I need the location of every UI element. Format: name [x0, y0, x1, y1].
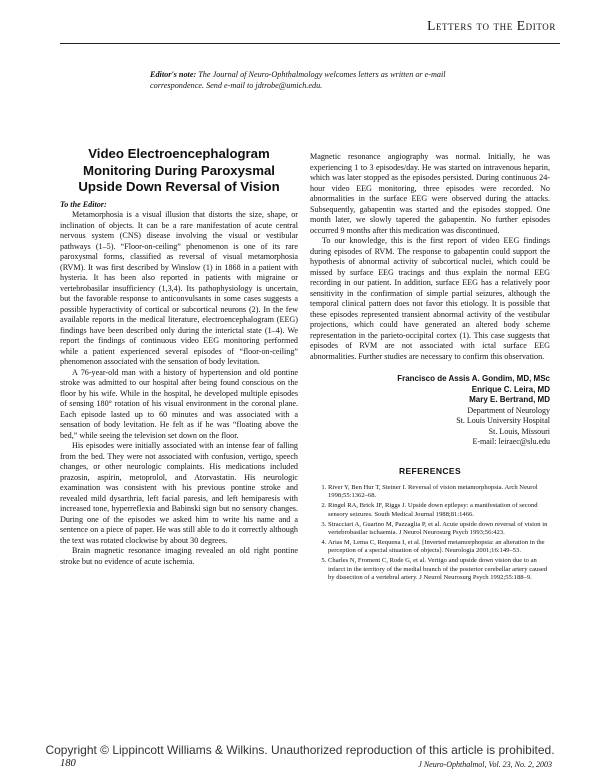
page-number: 180 — [60, 758, 76, 769]
author-signature — [310, 374, 550, 448]
editor-note — [150, 70, 470, 91]
left-column — [60, 146, 298, 567]
editor-note-label: Editor's note: — [150, 70, 197, 79]
article-title: Video Electroencephalogram Monitoring During Paroxysmal Upside Down Reversal of Vision — [78, 146, 280, 194]
journal-citation: J Neuro-Ophthalmol, Vol. 23, No. 2, 2003 — [418, 760, 552, 769]
reference-item: 1. River Y, Ben Hur T, Steiner I. Reversal of vision metamorphopsia. Arch Neurol 1998;55:1362–68. — [328, 484, 550, 501]
body-paragraph: Magnetic resonance angiography was normal. Initially, he was experiencing 1 to 3 episodes/day. He was started on intravenous heparin, which was later stopped as the episodes persisted. During continuous 24-hour video EEG monitoring, three episodes were recorded. No abnormalities in the surface EEG were observed during the attacks. Subsequently, gabapentin was started and the episodes stopped. One month later, we slowly tapered the gabapentin. No further episodes occurred 9 months after this medication was discontinued. — [310, 152, 550, 235]
affiliation-line: St. Louis, Missouri — [488, 426, 550, 436]
salutation: To the Editor: — [60, 199, 107, 209]
affiliation-line: St. Louis University Hospital — [456, 416, 550, 425]
right-column — [310, 152, 550, 584]
body-paragraph: Metamorphosia is a visual illusion that distorts the size, shape, or inclination of objects. It can be a rare manifestation of acute central nervous system (CNS) disease involving the visual or vestibular pathways (1–5). “Floor-on-ceiling” phenomenon is one of its rare paroxysmal forms, classified as reversal of visual metamorphosia (RVM). It was first described by Winslow (1) in 1868 in a patient with hysteria. It has been also reported in patients with migraine or vertebrobasilar insufficiency (1,3,4). Its pathophysiology is uncertain, but the favorable response to anticonvulsants in some cases suggests a possible hyperactivity of cortical or subcortical neurons (2). In the few available reports in the medical literature, electroencephalogram (EEG) findings have been described only during the interictal state (1–4). We report the findings of continuous video EEG monitoring performed while a patient experienced several episodes of “floor-on-ceiling” phenomenon associated with the sensation of body levitation. — [60, 210, 298, 366]
affiliation-line: Department of Neurology — [467, 405, 550, 415]
page-header — [60, 0, 560, 52]
author-name: Mary E. Bertrand, MD — [469, 395, 550, 404]
body-paragraph: Brain magnetic resonance imaging revealed an old right pontine stroke but no evidence of acute ischemia. — [60, 546, 298, 566]
copyright-notice: Copyright © Lippincott Williams & Wilkins. Unauthorized reproduction of this article is prohibited. — [45, 743, 555, 757]
body-paragraph: A 76-year-old man with a history of hypertension and old pontine stroke was admitted to our hospital after being found conscious on the floor by his wife. While in the hospital, he developed multiple episodes of sensing 180° rotation of his visual environment in the coronal plane. Each episode lasted up to 60 minutes and was associated with a sensation of body levitation. He felt as if he was “floating above the bed,” while seeing the television set down on the floor. — [60, 367, 298, 440]
author-name: Francisco de Assis A. Gondim, MD, MSc — [397, 374, 550, 383]
editor-note-text: The Journal of Neuro-Ophthalmology welcomes letters as written or e-mail correspondence. Send e-mail to jdtrobe@umich.edu. — [150, 70, 446, 90]
references-heading: REFERENCES — [398, 465, 462, 476]
header-divider — [60, 43, 560, 44]
body-paragraph: To our knowledge, this is the first report of video EEG findings during episodes of RVM. The response to gabapentin could support the hypothesis of abnormal activity of subcortical nuclei, which could be missed by surface EEG tracings and thus explain the normal EEG recording in our patient. In addition, surface EEG has a relatively poor sensitivity in the confirmation of simple partial seizures, although the temporal clinical pattern does not favor this etiology. It is possible that these episodes represented transient abnormal activity of the vestibular projections, which could have generated an altered body scheme representation in the parieto-occipital cortex (1). This case suggests that episodes of RVM are not associated with ictal surface EEG abnormalities. Further studies are necessary to confirm this observation. — [310, 236, 550, 361]
references-list — [310, 484, 550, 582]
reference-item: 4. Arias M, Lema C, Requena I, et al. [Inverted metamorphopsia: an alteration in the perception of a special situation of objects]. Neurologia 2001;16:149–53. — [328, 539, 550, 556]
body-paragraph: His episodes were initially associated with an intense fear of falling from the bed. They were not associated with confusion, vertigo, speech changes, or other neurologic complaints. His medications included prazosin, aspirin, metoprolol, and Atorvastatin. His neurologic examination was consistent with his previous pontine stroke and revealed mild dysarthria, left facial paresis, and left hemiparesis with increased tone, hyperreflexia and Babinski sign but no sensory changes. During one of the episodes we asked him to write his name and a sentence on a piece of paper. He was still able to do it correctly although the text was rotated clockwise by about 30 degrees. — [60, 441, 298, 545]
reference-item: 5. Charles N, Froment C, Rode G, et al. Vertigo and upside down vision due to an infarct in the territory of the medial branch of the posterior cerebellar artery caused by dissection of a vertebral artery. J Neurol Neurosurg Psych 1992;55:188–9. — [328, 557, 550, 582]
author-name: Enrique C. Leira, MD — [471, 384, 550, 394]
section-title: Letters to the Editor — [427, 18, 556, 33]
author-email: E-mail: leiraec@slu.edu — [472, 437, 550, 446]
reference-item: 3. Stracciari A, Guarino M, Pazzaglia P, et al. Acute upside down reversal of vision in vertebrobasilar ischaemia. J Neurol Neurosurg Psych 1993;56:423. — [328, 521, 550, 538]
reference-item: 2. Ringel RA, Brick JF, Riggs J. Upside down epilepsy: a manifestation of second sensory seizures. South Medical Journal 1988;81:1466. — [328, 502, 550, 519]
